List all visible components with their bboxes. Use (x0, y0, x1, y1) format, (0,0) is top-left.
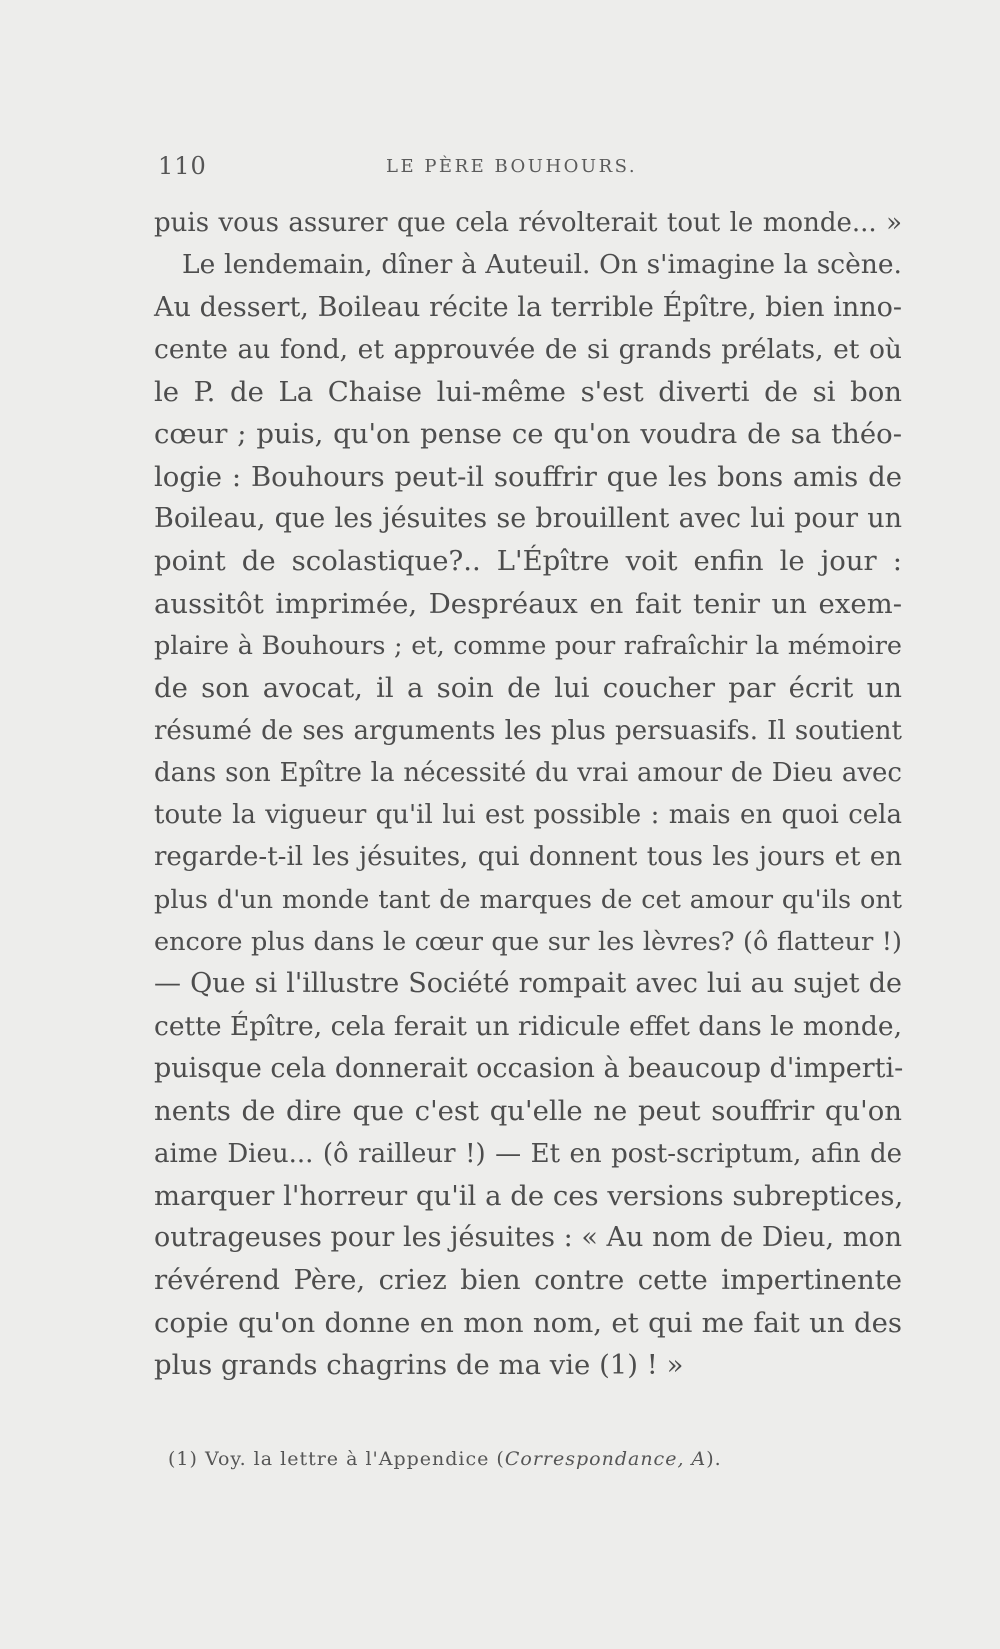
footnote-text-end: ). (706, 1448, 722, 1470)
text-line: regarde-t-il les jésuites, qui donnent tous les jours et en (154, 842, 902, 873)
text-line: logie : Bouhours peut-il souffrir que les bons amis de (154, 460, 902, 493)
text-line: aime Dieu... (ô railleur !) — Et en post-scriptum, afin de (154, 1138, 902, 1169)
text-line: Le lendemain, dîner à Auteuil. On s'imagine la scène. (182, 249, 902, 281)
text-line: puisque cela donnerait occasion à beaucoup d'imperti- (154, 1052, 904, 1084)
footnote-marker: (1) (168, 1448, 198, 1470)
footnote-italic-text: Correspondance, A (504, 1448, 707, 1470)
text-line: toute la vigueur qu'il lui est possible : mais en quoi cela (154, 800, 902, 831)
text-line: nents de dire que c'est qu'elle ne peut souffrir qu'on (154, 1095, 902, 1128)
page-number: 110 (158, 152, 207, 180)
text-line: marquer l'horreur qu'il a de ces versions subreptices, (154, 1179, 904, 1212)
text-line: le P. de La Chaise lui-même s'est diverti de si bon (154, 376, 902, 409)
text-line: révérend Père, criez bien contre cette impertinente (154, 1264, 902, 1297)
running-header (158, 152, 903, 192)
text-line: copie qu'on donne en mon nom, et qui me fait un des (154, 1306, 902, 1339)
footnote (168, 1448, 722, 1470)
body-text (154, 202, 902, 1386)
text-line: Au dessert, Boileau récite la terrible Épître, bien inno- (154, 291, 902, 323)
text-line: outrageuses pour les jésuites : « Au nom de Dieu, mon (154, 1222, 902, 1254)
text-line: cente au fond, et approuvée de si grands prélats, et où (154, 333, 902, 365)
text-line: Boileau, que les jésuites se brouillent avec lui pour un (154, 503, 902, 535)
text-line: plus grands chagrins de ma vie (1) ! » (154, 1349, 684, 1382)
text-line: plus d'un monde tant de marques de cet amour qu'ils ont (154, 884, 902, 915)
text-line: dans son Epître la nécessité du vrai amour de Dieu avec (154, 757, 902, 788)
text-line: puis vous assurer que cela révolterait tout le monde... » (154, 208, 902, 238)
text-line: cette Épître, cela ferait un ridicule effet dans le monde, (154, 1010, 902, 1042)
text-line: point de scolastique?.. L'Épître voit enfin le jour : (154, 545, 902, 578)
text-line: encore plus dans le cœur que sur les lèvres? (ô flatteur !) (154, 927, 902, 958)
text-line: résumé de ses arguments les plus persuasifs. Il soutient (154, 715, 902, 746)
text-line: aussitôt imprimée, Despréaux en fait tenir un exem- (154, 587, 902, 620)
footnote-text: Voy. la lettre à l'Appendice ( (204, 1448, 505, 1470)
text-line: — Que si l'illustre Société rompait avec lui au sujet de (154, 968, 902, 1000)
text-line: de son avocat, il a soin de lui coucher par écrit un (154, 672, 902, 705)
text-line: cœur ; puis, qu'on pense ce qu'on voudra de sa théo- (154, 418, 902, 451)
text-line: plaire à Bouhours ; et, comme pour rafraîchir la mémoire (154, 630, 902, 661)
running-title: LE PÈRE BOUHOURS. (386, 156, 638, 177)
